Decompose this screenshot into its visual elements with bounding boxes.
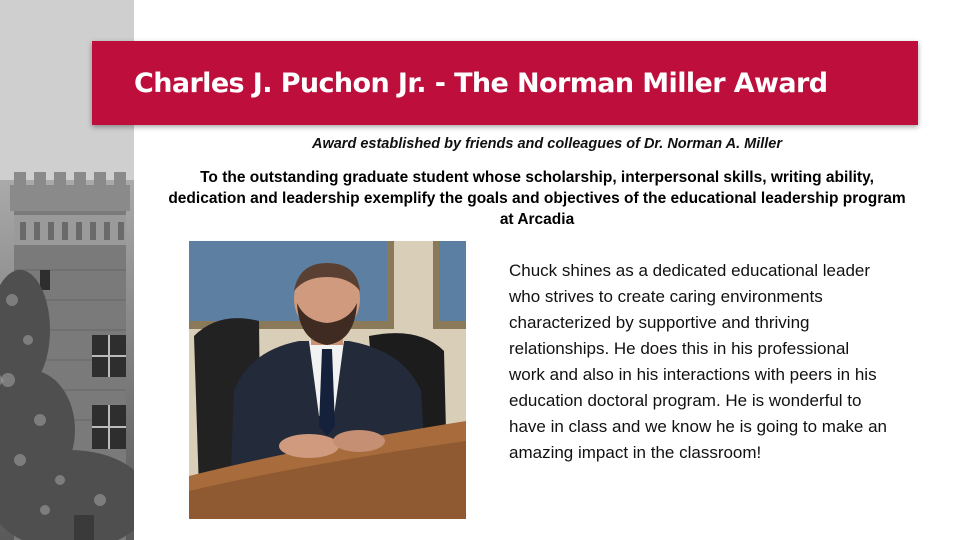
- slide-title: Charles J. Puchon Jr. - The Norman Miller Award: [134, 67, 828, 99]
- recipient-bio: Chuck shines as a dedicated educational leader who strives to create caring environments characterized by supportive and thriving relationships. He does this in his professional work and also in his interactions with peers in his education doctoral program. He is wonderful to have in class and we know he is going to make an amazing impact in the classroom!: [509, 261, 888, 462]
- award-criteria: To the outstanding graduate student whose scholarship, interpersonal skills, writing ability, dedication and leadership exemplify the goals and objectives of the educational leadership program at Arcadia: [168, 169, 906, 228]
- title-banner: [92, 41, 918, 125]
- award-subtitle: Award established by friends and colleagues of Dr. Norman A. Miller: [311, 136, 783, 152]
- recipient-portrait: [189, 241, 466, 519]
